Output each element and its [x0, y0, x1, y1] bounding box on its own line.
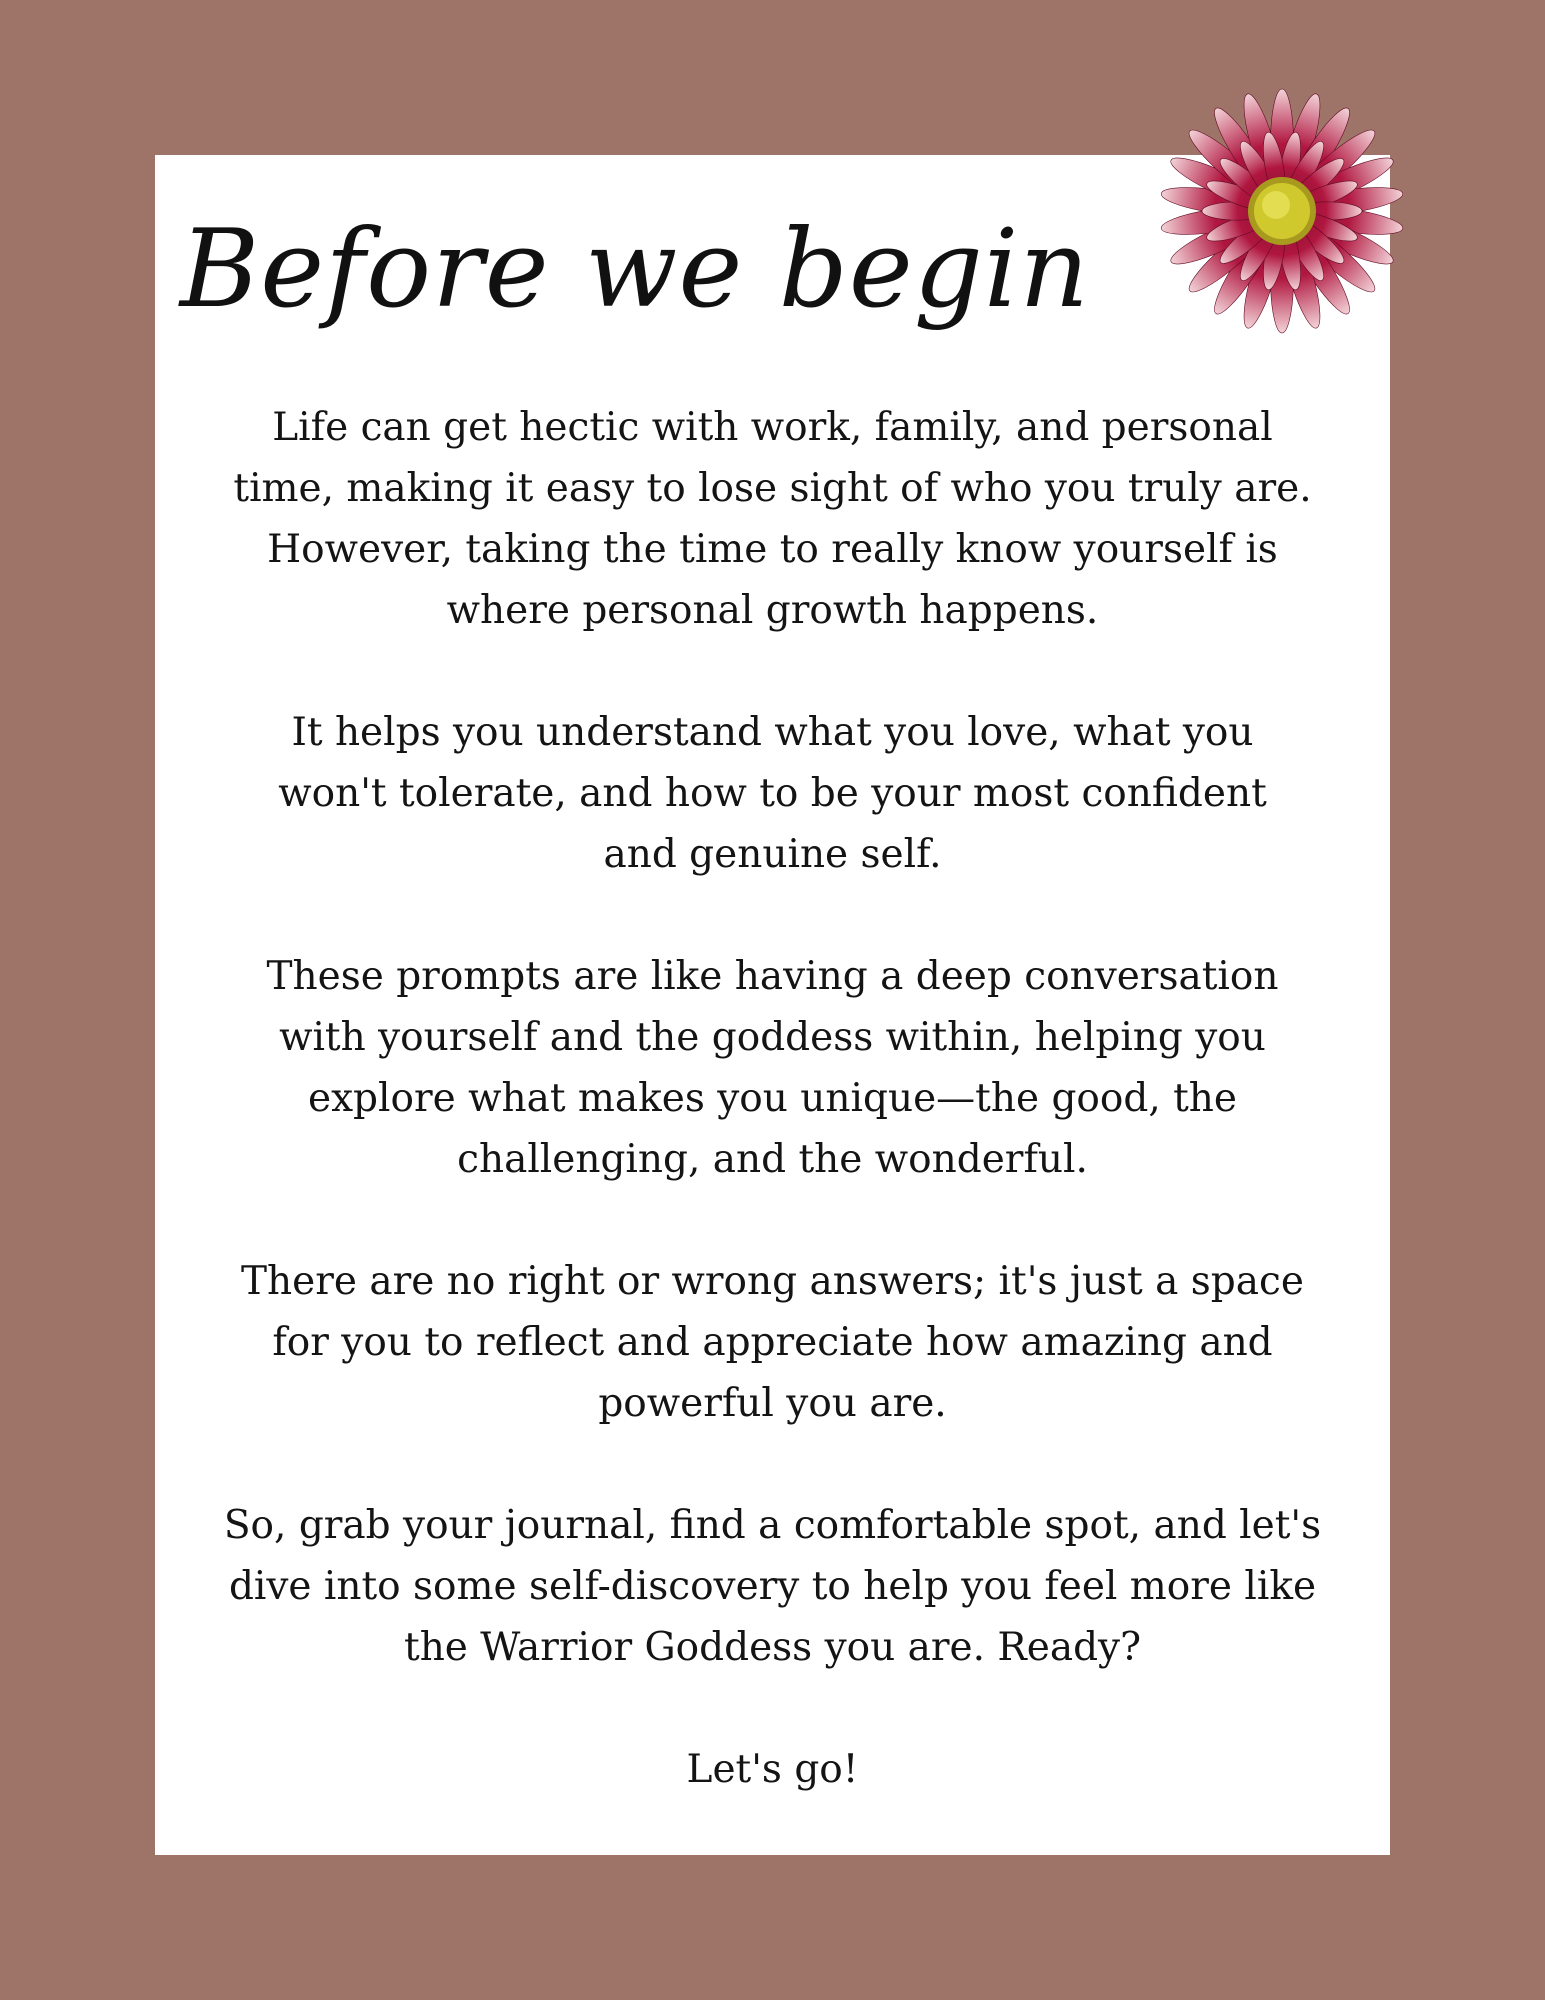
page-title: Before we begin: [179, 207, 1090, 332]
flower-center-highlight: [1262, 191, 1290, 219]
body-text: [215, 397, 1330, 1800]
paragraph-understanding: It helps you understand what you love, what you won't tolerate, and how to be your most confident and genuine self.: [278, 710, 1267, 877]
page-card: [155, 155, 1390, 1855]
paragraph-grab-journal: So, grab your journal, find a comfortable spot, and let's dive into some self-discovery to help you feel more like the Warrior Goddess you are. Ready?: [223, 1503, 1322, 1670]
daisy-flower-icon: [1152, 74, 1412, 349]
paragraph-no-wrong-answers: There are no right or wrong answers; it's just a space for you to reflect and appreciate how amazing and powerful you are.: [241, 1259, 1304, 1426]
paragraph-lets-go: Let's go!: [686, 1747, 859, 1792]
paragraph-prompts: These prompts are like having a deep conversation with yourself and the goddess within, helping you explore what makes you unique—the good, the challenging, and the wonderful.: [266, 954, 1279, 1182]
paragraph-intro: Life can get hectic with work, family, and personal time, making it easy to lose sight of who you truly are. However, taking the time to really know yourself is where personal growth happens.: [233, 405, 1312, 633]
